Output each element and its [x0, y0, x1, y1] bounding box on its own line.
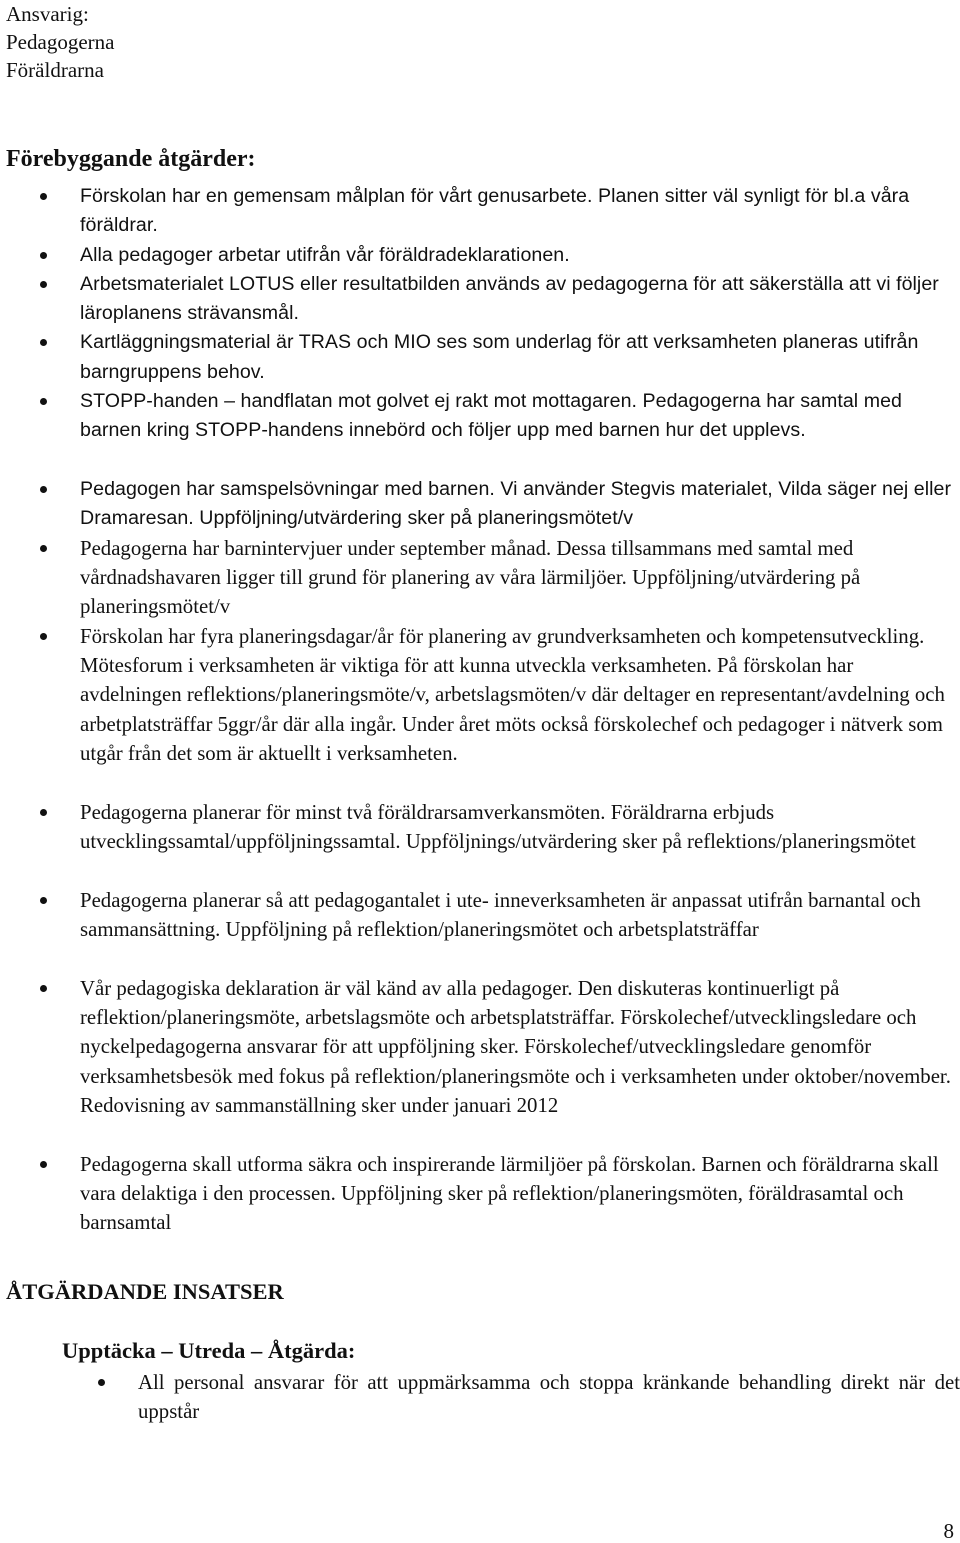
- list-item: [80, 387, 960, 475]
- responsible-label: Ansvarig:: [6, 2, 89, 26]
- list-item: [80, 182, 960, 241]
- list-item-text: Pedagogerna planerar så att pedagogantalet i ute- inneverksamheten är anpassat utifrån barnantal och sammansättning. Uppföljning på reflektion/planeringsmötet och arbetsplatsträffar: [80, 888, 921, 941]
- list-item-text: Pedagogerna skall utforma säkra och inspirerande lärmiljöer på förskolan. Barnen och föräldrarna skall vara delaktiga i den processen. Uppföljning sker på reflektion/planeringsmöten, föräldrasamtal och barnsamtal: [80, 1152, 939, 1235]
- list-item-text: Pedagogerna planerar för minst två föräldrarsamverkansmöten. Föräldrarna erbjuds utvecklingssamtal/uppföljningssamtal. Uppföljnings/utvärdering sker på reflektions/planeringsmötet: [80, 800, 916, 853]
- list-item: [80, 241, 960, 270]
- preventive-list: [80, 182, 960, 1238]
- list-item: [80, 798, 960, 886]
- bullet-icon: [98, 1379, 105, 1386]
- bullet-icon: [40, 545, 47, 552]
- list-item: [80, 886, 960, 974]
- list-item-text: Arbetsmaterialet LOTUS eller resultatbilden används av pedagogerna för att säkerställa att vi följer läroplanens strävansmål.: [80, 272, 939, 325]
- list-item: [80, 475, 960, 534]
- list-item: [80, 622, 960, 798]
- list-item: [80, 534, 960, 622]
- bullet-icon: [40, 281, 47, 288]
- bullet-icon: [40, 252, 47, 259]
- list-item: [80, 1150, 960, 1238]
- remedial-list: [138, 1368, 960, 1427]
- bullet-icon: [40, 339, 47, 346]
- responsible-block: [6, 0, 114, 84]
- bullet-icon: [40, 193, 47, 200]
- remedial-heading: ÅTGÄRDANDE INSATSER: [6, 1279, 284, 1304]
- list-item-text: Förskolan har en gemensam målplan för vårt genusarbete. Planen sitter väl synligt för bl.a våra föräldrar.: [80, 185, 910, 237]
- list-item: [80, 974, 960, 1150]
- bullet-icon: [40, 897, 47, 904]
- list-item: [80, 328, 960, 387]
- list-item-text: Pedagogen har samspelsövningar med barnen. Vi använder Stegvis materialet, Vilda säger nej eller Dramaresan. Uppföljning/utvärdering sker på planeringsmötet/v: [80, 478, 952, 530]
- bullet-icon: [40, 809, 47, 816]
- list-item: [80, 270, 960, 329]
- responsible-line: Pedagogerna: [6, 30, 115, 54]
- list-item-text: Vår pedagogiska deklaration är väl känd av alla pedagoger. Den diskuteras kontinuerligt på reflektion/planeringsmöte, arbetslagsmöte och arbetsplatsträffar. Förskolechef/utvecklingsledare och nyckelpedagogerna ansvarar för att uppföljning sker. Förskolechef/utvecklingsledare genomför verksamhetsbesök med fokus på reflektion/planeringsmöte och i verksamheten under oktober/november. Redovisning av sammanställning sker under januari 2012: [80, 976, 951, 1117]
- preventive-heading: Förebyggande åtgärder:: [6, 146, 256, 172]
- list-item: [138, 1368, 960, 1427]
- list-item-text: Pedagogerna har barnintervjuer under september månad. Dessa tillsammans med samtal med vårdnadshavaren ligger till grund för planering av våra lärmiljöer. Uppföljning/utvärdering på planeringsmötet/v: [80, 536, 861, 619]
- bullet-icon: [40, 985, 47, 992]
- list-item-text: Kartläggningsmaterial är TRAS och MIO ses som underlag för att verksamheten planeras utifrån barngruppens behov.: [80, 331, 919, 383]
- list-item-text: Förskolan har fyra planeringsdagar/år för planering av grundverksamheten och kompetensutveckling. Mötesforum i verksamheten är viktiga för att kunna utveckla verksamheten. På förskolan har avdelningen reflektions/planeringsmöte/v, arbetslagsmöten/v där deltager en representant/avdelning och arbetplatsträffar 5ggr/år där alla ingår. Under året möts också förskolechef och pedagoger i nätverk som utgår från det som är aktuellt i verksamheten.: [80, 624, 945, 765]
- bullet-icon: [40, 633, 47, 640]
- bullet-icon: [40, 1161, 47, 1168]
- responsible-line: Föräldrarna: [6, 58, 104, 82]
- list-item-text: All personal ansvarar för att uppmärksamma och stoppa kränkande behandling direkt när det uppstår: [138, 1371, 960, 1424]
- remedial-subheading: Upptäcka – Utreda – Åtgärda:: [62, 1338, 356, 1363]
- bullet-icon: [40, 486, 47, 493]
- list-item-text: Alla pedagoger arbetar utifrån vår föräldradeklarationen.: [80, 243, 570, 266]
- bullet-icon: [40, 398, 47, 405]
- page-number: 8: [943, 1519, 954, 1543]
- list-item-text: STOPP-handen – handflatan mot golvet ej rakt mot mottagaren. Pedagogerna har samtal med barnen kring STOPP-handens innebörd och följer upp med barnen hur det upplevs.: [80, 390, 902, 442]
